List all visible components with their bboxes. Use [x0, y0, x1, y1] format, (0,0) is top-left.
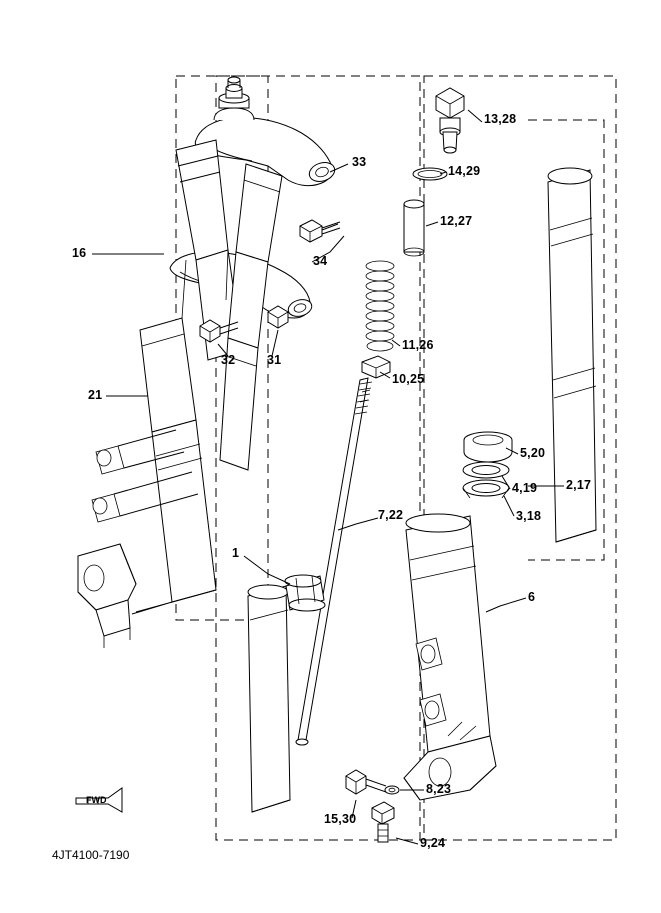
callout-6: 6 [528, 590, 536, 604]
callout-11-26: 11,26 [402, 338, 434, 352]
cap-bolt [436, 88, 464, 153]
callout-32: 32 [221, 353, 236, 367]
callout-15-30: 15,30 [324, 812, 357, 826]
left-fork-leg [78, 140, 242, 648]
bolt-34 [300, 220, 340, 242]
callout-8-23: 8,23 [426, 782, 452, 796]
bolt-15-30 [346, 770, 386, 794]
callout-31: 31 [267, 353, 282, 367]
fwd-label: FWD [86, 795, 107, 805]
washer-8-23 [385, 786, 399, 794]
damper-rod-assembly [296, 261, 394, 745]
callout-1: 1 [232, 546, 240, 560]
callout-7-22: 7,22 [378, 508, 404, 522]
spacer-tube [404, 200, 424, 256]
callout-10-25: 10,25 [392, 372, 425, 386]
callout-4-19: 4,19 [512, 481, 538, 495]
callout-16: 16 [72, 246, 87, 260]
callout-21: 21 [88, 388, 103, 402]
bolt-9-24 [372, 802, 394, 842]
callout-12-27: 12,27 [440, 214, 473, 228]
callout-9-24: 9,24 [420, 836, 446, 850]
oil-seal-group [463, 432, 512, 498]
o-ring [413, 168, 447, 180]
callout-2-17: 2,17 [566, 478, 592, 492]
callout-13-28: 13,28 [484, 112, 517, 126]
callout-33: 33 [352, 155, 367, 169]
callout-34: 34 [313, 254, 328, 268]
callout-14-29: 14,29 [448, 164, 481, 178]
callout-5-20: 5,20 [520, 446, 546, 460]
damper-spring [366, 261, 394, 351]
callout-3-18: 3,18 [516, 509, 542, 523]
outer-slider-tube [404, 514, 496, 800]
drawing-part-number: 4JT4100-7190 [52, 848, 130, 862]
